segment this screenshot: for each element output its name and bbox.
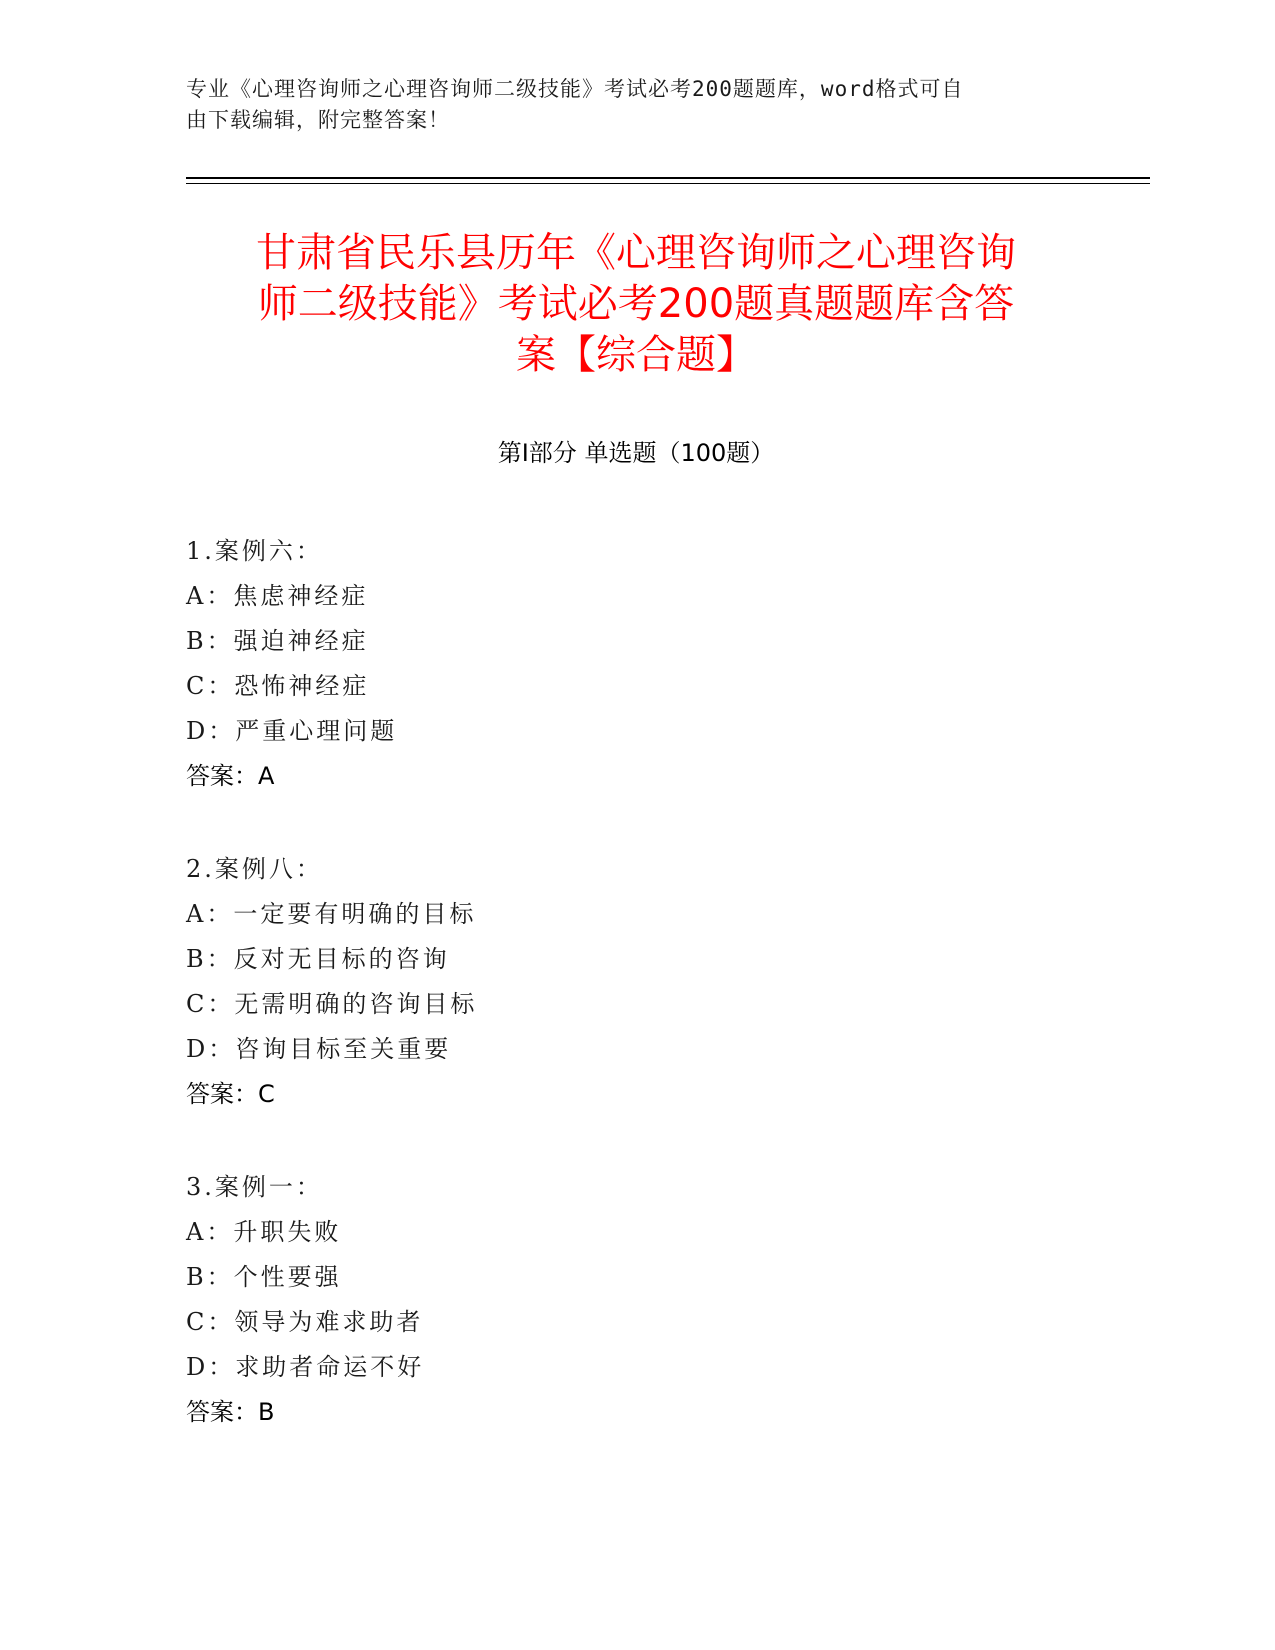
document-title-line-2: 师二级技能》考试必考200题真题题库含答	[257, 281, 1015, 327]
option-d: D：咨询目标至关重要	[186, 1035, 452, 1063]
question-stem: 1.案例六：	[186, 537, 323, 565]
option-d: D：严重心理问题	[186, 717, 398, 745]
option-d: D：求助者命运不好	[186, 1353, 425, 1381]
header-divider-thin	[186, 183, 1150, 184]
question-item	[186, 1165, 1086, 1483]
option-a: A：升职失败	[186, 1218, 342, 1246]
header-note	[186, 74, 1066, 136]
question-item	[186, 847, 1086, 1165]
option-b: B：个性要强	[186, 1263, 342, 1291]
document-title-line-3: 案【综合题】	[516, 332, 756, 378]
option-a: A：焦虑神经症	[186, 582, 369, 610]
question-list	[186, 529, 1086, 1483]
document-title-line-1: 甘肃省民乐县历年《心理咨询师之心理咨询	[256, 230, 1016, 276]
option-c: C：无需明确的咨询目标	[186, 990, 478, 1018]
option-b: B：强迫神经症	[186, 627, 369, 655]
question-stem: 2.案例八：	[186, 855, 323, 883]
header-divider-thick	[186, 177, 1150, 179]
question-item	[186, 529, 1086, 847]
answer-line: 答案：B	[186, 1398, 275, 1426]
answer-line: 答案：A	[186, 762, 275, 790]
header-note-line-1: 专业《心理咨询师之心理咨询师二级技能》考试必考200题题库，word格式可自	[186, 77, 964, 101]
option-b: B：反对无目标的咨询	[186, 945, 450, 973]
option-c: C：领导为难求助者	[186, 1308, 424, 1336]
header-note-line-2: 由下载编辑，附完整答案！	[186, 108, 450, 132]
document-title	[186, 228, 1086, 381]
answer-line: 答案：C	[186, 1080, 275, 1108]
option-a: A：一定要有明确的目标	[186, 900, 477, 928]
question-stem: 3.案例一：	[186, 1173, 323, 1201]
option-c: C：恐怖神经症	[186, 672, 370, 700]
section-title: 第I部分 单选题（100题）	[497, 439, 775, 467]
